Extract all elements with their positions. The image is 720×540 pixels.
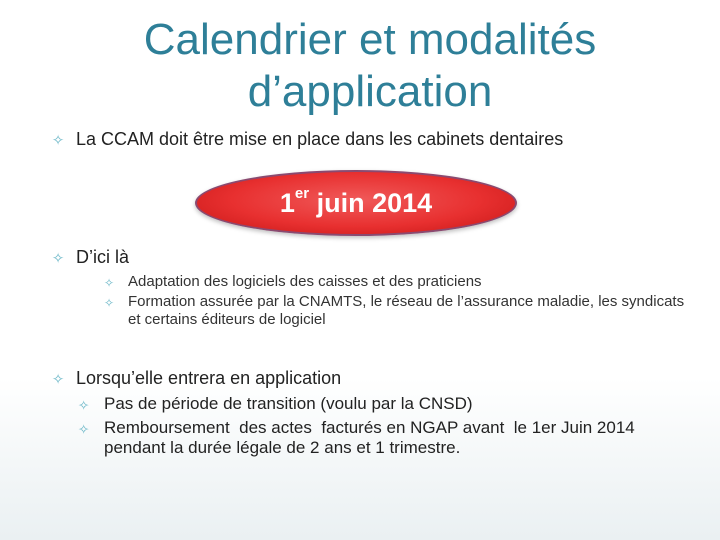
- bullet-sparkle-icon: ✧: [78, 398, 90, 413]
- sub-bullet-formation: [104, 293, 698, 329]
- bullet-sparkle-icon: ✧: [78, 422, 90, 437]
- sub-bullet-adaptation-text: Adaptation des logiciels des caisses et des praticiens: [128, 273, 482, 290]
- bullet-sparkle-icon: ✧: [52, 251, 65, 267]
- bullet-sparkle-icon: ✧: [104, 296, 115, 310]
- bullet-sparkle-icon: ✧: [52, 372, 65, 388]
- bullet-ccam: [52, 128, 716, 150]
- sub-bullet-remboursement-text: Remboursement des actes facturés en NGAP avant le 1er Juin 2014 pendant la durée légale de 2 ans et 1 trimestre.: [104, 418, 640, 457]
- slide-title-line2: d’application: [247, 67, 493, 116]
- bullet-lorsqu-elle-text: Lorsqu’elle entrera en application: [76, 368, 342, 388]
- sub-bullet-remboursement: [78, 418, 684, 458]
- bullet-lorsqu-elle: [52, 367, 716, 389]
- date-badge-text: [279, 184, 433, 219]
- date-badge-sup: er: [294, 184, 310, 202]
- date-badge-day: 1: [279, 187, 295, 218]
- date-badge-rest: juin 2014: [309, 187, 433, 218]
- sub-bullet-formation-text: Formation assurée par la CNAMTS, le réseau de l’assurance maladie, les syndicats et certains éditeurs de logiciel: [128, 293, 685, 328]
- bullet-dici-la-text: D’ici là: [76, 247, 130, 267]
- sub-bullet-transition: [78, 394, 714, 414]
- sub-bullet-transition-text: Pas de période de transition (voulu par la CNSD): [104, 394, 473, 413]
- bullet-ccam-text: La CCAM doit être mise en place dans les cabinets dentaires: [76, 129, 564, 149]
- slide-title-line1: Calendrier et modalités: [143, 15, 597, 64]
- bullet-dici-la: [52, 246, 716, 268]
- slide-title: [100, 14, 640, 118]
- sub-bullet-adaptation: [104, 273, 708, 291]
- bullet-sparkle-icon: ✧: [52, 133, 65, 149]
- date-badge: [195, 170, 517, 236]
- bullet-sparkle-icon: ✧: [104, 276, 115, 290]
